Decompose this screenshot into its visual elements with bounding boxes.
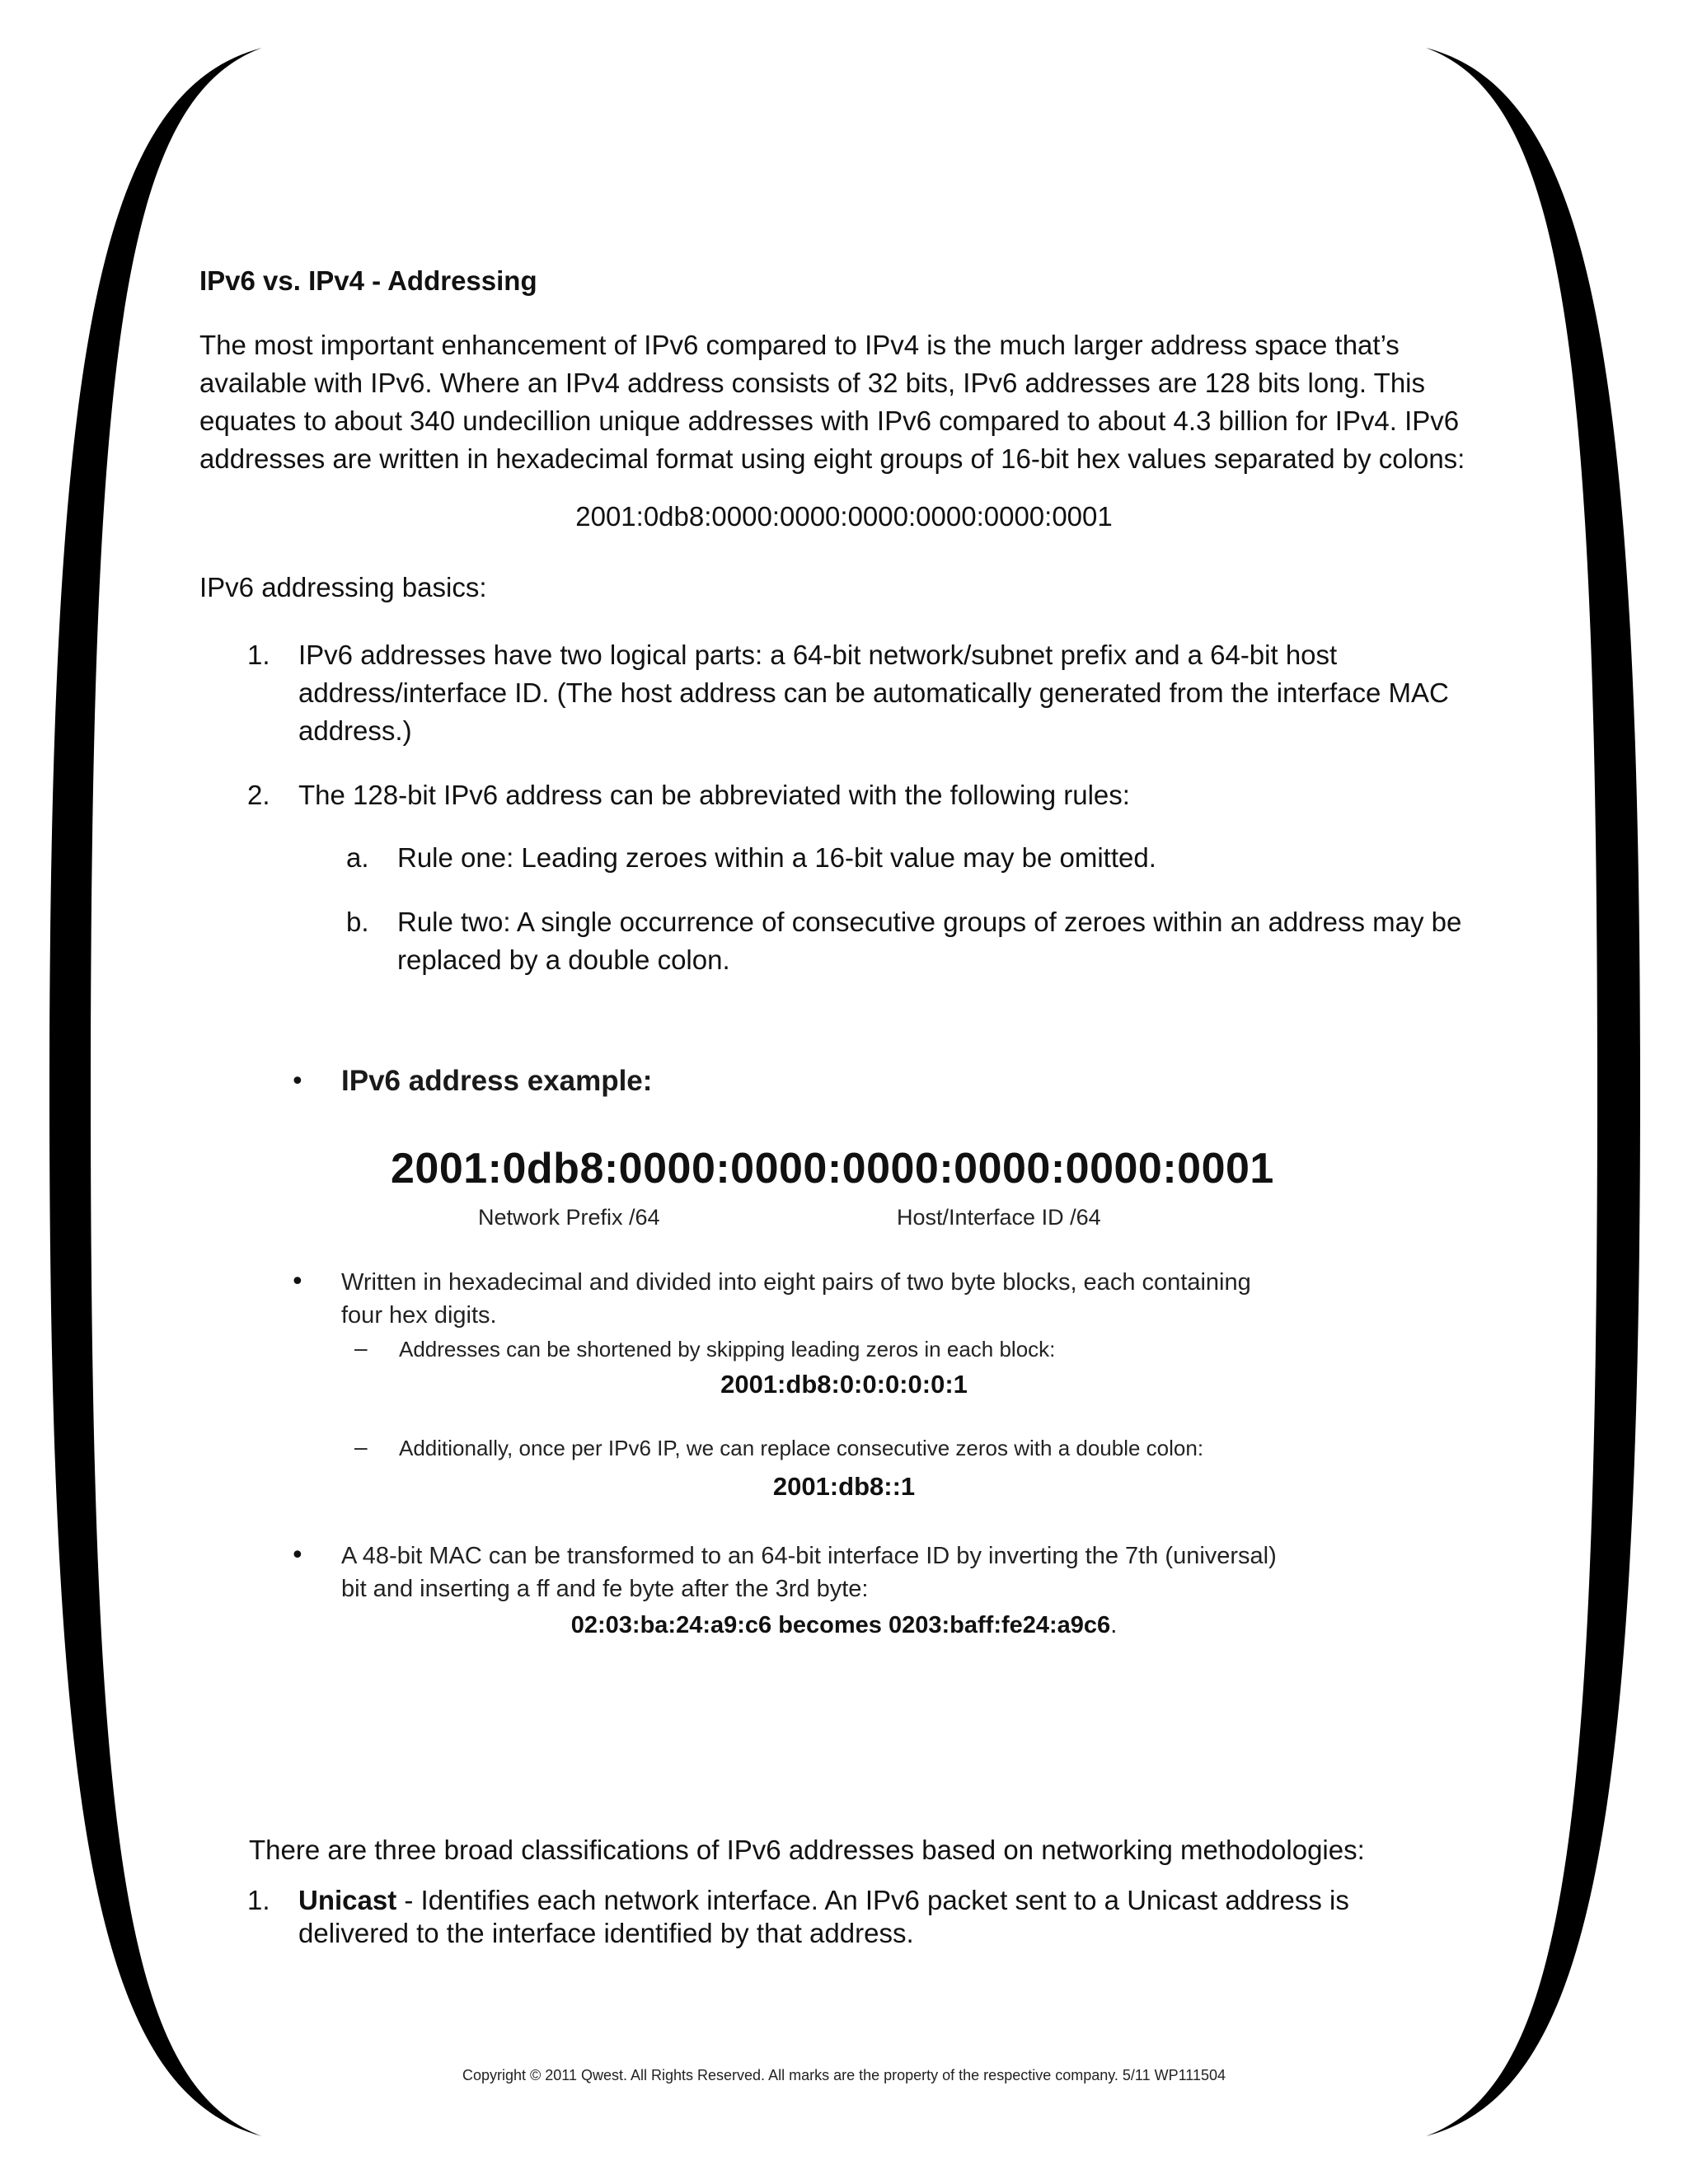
slide-mac-text	[341, 1540, 1479, 1605]
list-item-text	[298, 636, 1551, 750]
slide-sub-point: Addresses can be shortened by skipping leading zeros in each block:	[399, 1337, 1056, 1361]
slide-text-line: four hex digits.	[341, 1302, 497, 1329]
unicast-line-2: delivered to the interface identified by that address.	[298, 1918, 914, 1948]
rule-text	[397, 903, 1551, 979]
list-number: 1.	[247, 1885, 270, 1915]
rule-marker: b.	[346, 907, 369, 937]
intro-line: The most important enhancement of IPv6 compared to IPv4 is the much larger address space that’s	[199, 330, 1400, 360]
short-address-2: 2001:db8::1	[772, 1472, 916, 1501]
intro-paragraph	[199, 326, 1502, 478]
slide-big-address: 2001:0db8:0000:0000:0000:0000:0000:0001	[391, 1145, 1274, 1193]
slide-bullet: •	[290, 1268, 305, 1296]
list-number: 2.	[247, 780, 270, 810]
classifications-intro: There are three broad classifications of IPv6 addresses based on networking methodologies:	[249, 1835, 1365, 1865]
slide-bullet: •	[290, 1067, 305, 1096]
slide-written-text	[341, 1266, 1479, 1332]
host-interface-label: Host/Interface ID /64	[897, 1205, 1101, 1230]
list-item-line: address.)	[298, 715, 412, 746]
basics-label: IPv6 addressing basics:	[199, 572, 487, 602]
section-title: IPv6 vs. IPv4 - Addressing	[199, 265, 537, 296]
rule-marker: a.	[346, 842, 369, 873]
unicast-term: Unicast	[298, 1885, 397, 1915]
mac-example-line	[0, 1612, 1688, 1639]
slide-dash: –	[354, 1434, 368, 1460]
list-item-line: address/interface ID. (The host address can be automatically generated from the interface MAC	[298, 677, 1449, 708]
rule-line: replaced by a double colon.	[397, 944, 730, 975]
example-address: 2001:0db8:0000:0000:0000:0000:0000:0001	[575, 501, 1113, 532]
mac-period: .	[1110, 1612, 1118, 1638]
unicast-definition: - Identifies each network interface. An IPv6 packet sent to a Unicast address is	[396, 1885, 1349, 1915]
intro-line: addresses are written in hexadecimal format using eight groups of 16-bit hex values separated by colons:	[199, 443, 1465, 474]
short-address-1: 2001:db8:0:0:0:0:0:1	[720, 1370, 968, 1399]
copyright-footer: Copyright © 2011 Qwest. All Rights Reserved. All marks are the property of the respective company. 5/11 WP111504	[462, 2067, 1226, 2083]
list-item-text: The 128-bit IPv6 address can be abbreviated with the following rules:	[298, 780, 1130, 810]
slide-text-line: A 48-bit MAC can be transformed to an 64-bit interface ID by inverting the 7th (universal)	[341, 1543, 1277, 1569]
slide-text-line: bit and inserting a ff and fe byte after the 3rd byte:	[341, 1576, 869, 1602]
slide-bullet: •	[290, 1541, 305, 1570]
mac-example: 02:03:ba:24:a9:c6 becomes 0203:baff:fe24:a9c6	[570, 1612, 1111, 1638]
rule-line: Rule two: A single occurrence of consecutive groups of zeroes within an address may be	[397, 907, 1462, 937]
slide-text-line: Written in hexadecimal and divided into eight pairs of two byte blocks, each containing	[341, 1269, 1251, 1296]
intro-line: equates to about 340 undecillion unique addresses with IPv6 compared to about 4.3 billion for IPv4. IPv6	[199, 405, 1460, 436]
slide-sub-point: Additionally, once per IPv6 IP, we can replace consecutive zeros with a double colon:	[399, 1436, 1204, 1460]
slide-heading: IPv6 address example:	[341, 1065, 653, 1097]
slide-dash: –	[354, 1335, 368, 1361]
list-number: 1.	[247, 640, 270, 670]
unicast-line-1	[298, 1884, 1551, 1917]
list-item-line: IPv6 addresses have two logical parts: a 64-bit network/subnet prefix and a 64-bit host	[298, 640, 1338, 670]
network-prefix-label: Network Prefix /64	[478, 1205, 660, 1230]
unicast-text	[298, 1884, 1551, 1950]
rule-text: Rule one: Leading zeroes within a 16-bit value may be omitted.	[397, 842, 1156, 873]
intro-line: available with IPv6. Where an IPv4 address consists of 32 bits, IPv6 addresses are 128 bits long. This	[199, 368, 1425, 398]
